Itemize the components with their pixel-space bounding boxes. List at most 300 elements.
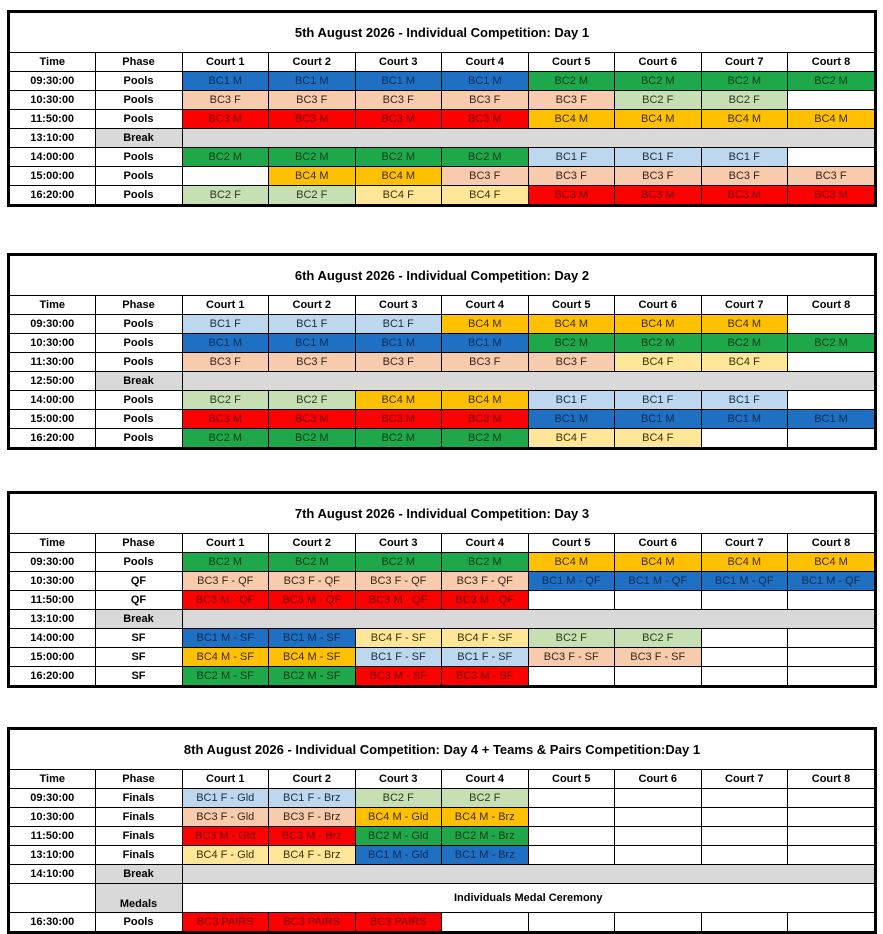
phase-cell: Pools [95, 167, 182, 186]
match-cell: BC3 M [442, 410, 529, 429]
schedule-row [10, 591, 874, 610]
time-cell: 10:30:00 [10, 572, 95, 591]
time-cell: 16:20:00 [10, 186, 95, 205]
match-cell: BC4 M [269, 167, 356, 186]
header-court-6: Court 6 [615, 53, 702, 72]
phase-cell: Pools [95, 913, 182, 932]
match-cell: BC1 M - QF [701, 572, 788, 591]
header-court-5: Court 5 [528, 770, 615, 789]
header-court-2: Court 2 [269, 534, 356, 553]
schedule-table [10, 296, 874, 447]
match-cell: BC2 M [701, 72, 788, 91]
match-cell: BC2 F [182, 186, 269, 205]
match-cell: BC2 M [269, 429, 356, 448]
header-court-4: Court 4 [442, 534, 529, 553]
match-cell: BC1 F - SF [442, 648, 529, 667]
schedule-row [10, 110, 874, 129]
match-cell: BC1 M [788, 410, 875, 429]
empty-cell [788, 591, 875, 610]
match-cell: BC4 F [701, 353, 788, 372]
match-cell: BC3 M [528, 186, 615, 205]
match-cell: BC2 M [269, 553, 356, 572]
empty-cell [182, 167, 269, 186]
match-cell: BC2 F [269, 186, 356, 205]
header-court-7: Court 7 [701, 296, 788, 315]
match-cell: BC1 M [615, 410, 702, 429]
phase-cell: QF [95, 591, 182, 610]
match-cell: BC2 M - Brz [442, 827, 529, 846]
schedule-row [10, 353, 874, 372]
empty-cell [615, 667, 702, 686]
empty-cell [788, 648, 875, 667]
match-cell: BC1 M - QF [788, 572, 875, 591]
match-cell: BC3 F [528, 353, 615, 372]
match-cell: BC3 M [788, 186, 875, 205]
phase-cell: Pools [95, 391, 182, 410]
match-cell: BC1 M [269, 334, 356, 353]
phase-cell: Finals [95, 789, 182, 808]
header-court-1: Court 1 [182, 534, 269, 553]
match-cell: BC1 M - SF [182, 629, 269, 648]
header-court-2: Court 2 [269, 53, 356, 72]
match-cell: BC4 F - Brz [269, 846, 356, 865]
match-cell: BC2 F [355, 789, 442, 808]
match-cell: BC4 F [355, 186, 442, 205]
empty-cell [615, 591, 702, 610]
match-cell: BC3 F [269, 91, 356, 110]
match-cell: BC3 F - QF [269, 572, 356, 591]
match-cell: BC3 M [355, 110, 442, 129]
match-cell: BC3 M [701, 186, 788, 205]
empty-cell [442, 913, 529, 932]
time-cell: 10:30:00 [10, 91, 95, 110]
match-cell: BC4 M [528, 110, 615, 129]
empty-cell [788, 846, 875, 865]
schedule-row [10, 667, 874, 686]
time-cell: 11:50:00 [10, 110, 95, 129]
match-cell: BC1 F [528, 391, 615, 410]
match-cell: BC3 F [442, 91, 529, 110]
header-court-8: Court 8 [788, 296, 875, 315]
match-cell: BC2 F [615, 629, 702, 648]
match-cell: BC2 M - SF [182, 667, 269, 686]
match-cell: BC3 F - Brz [269, 808, 356, 827]
header-court-4: Court 4 [442, 53, 529, 72]
time-cell: 14:00:00 [10, 391, 95, 410]
phase-cell: Finals [95, 827, 182, 846]
empty-cell [528, 846, 615, 865]
time-cell: 15:00:00 [10, 167, 95, 186]
empty-cell [788, 667, 875, 686]
schedule-row [10, 91, 874, 110]
header-court-1: Court 1 [182, 53, 269, 72]
match-cell: BC3 M [182, 410, 269, 429]
time-cell: 14:00:00 [10, 148, 95, 167]
match-cell: BC4 M - Gld [355, 808, 442, 827]
match-cell: BC3 M [442, 110, 529, 129]
header-court-4: Court 4 [442, 296, 529, 315]
header-phase: Phase [95, 53, 182, 72]
match-cell: BC2 F [269, 391, 356, 410]
schedule-row [10, 372, 874, 391]
match-cell: BC2 M [701, 334, 788, 353]
match-cell: BC3 M [269, 110, 356, 129]
match-cell: BC4 F - SF [355, 629, 442, 648]
time-cell: 14:10:00 [10, 865, 95, 884]
match-cell: BC3 F - Gld [182, 808, 269, 827]
time-cell [10, 884, 95, 913]
match-cell: BC4 F - Gld [182, 846, 269, 865]
time-cell: 13:10:00 [10, 129, 95, 148]
schedule-title: 6th August 2026 - Individual Competition: Day 2 [10, 256, 874, 296]
match-cell: BC1 M [182, 72, 269, 91]
empty-cell [615, 846, 702, 865]
header-court-7: Court 7 [701, 534, 788, 553]
match-cell: BC3 F [615, 167, 702, 186]
match-cell: BC3 PAIRS [269, 913, 356, 932]
match-cell: BC4 M [615, 110, 702, 129]
time-cell: 10:30:00 [10, 808, 95, 827]
schedule-day-3 [7, 491, 877, 688]
phase-cell: Pools [95, 148, 182, 167]
time-cell: 09:30:00 [10, 315, 95, 334]
empty-cell [788, 789, 875, 808]
match-cell: BC3 F - SF [528, 648, 615, 667]
phase-cell: Pools [95, 429, 182, 448]
match-cell: BC4 M [788, 110, 875, 129]
match-cell: BC2 M [528, 334, 615, 353]
time-cell: 09:30:00 [10, 72, 95, 91]
time-cell: 11:30:00 [10, 353, 95, 372]
header-court-2: Court 2 [269, 770, 356, 789]
time-cell: 16:30:00 [10, 913, 95, 932]
phase-cell: SF [95, 667, 182, 686]
schedule-row [10, 186, 874, 205]
break-bar [182, 610, 874, 629]
match-cell: BC4 M [788, 553, 875, 572]
time-cell: 10:30:00 [10, 334, 95, 353]
time-cell: 13:10:00 [10, 846, 95, 865]
empty-cell [701, 913, 788, 932]
header-court-1: Court 1 [182, 296, 269, 315]
empty-cell [701, 808, 788, 827]
match-cell: BC1 M - QF [528, 572, 615, 591]
time-cell: 13:10:00 [10, 610, 95, 629]
header-phase: Phase [95, 534, 182, 553]
schedule-row [10, 167, 874, 186]
break-label: Break [95, 129, 182, 148]
header-phase: Phase [95, 296, 182, 315]
schedule-row [10, 553, 874, 572]
empty-cell [788, 148, 875, 167]
empty-cell [701, 789, 788, 808]
match-cell: BC2 F [528, 629, 615, 648]
match-cell: BC3 F [788, 167, 875, 186]
match-cell: BC1 M [269, 72, 356, 91]
match-cell: BC2 M [788, 72, 875, 91]
schedule-table [10, 770, 874, 931]
empty-cell [701, 591, 788, 610]
empty-cell [788, 429, 875, 448]
match-cell: BC3 F [355, 353, 442, 372]
header-court-3: Court 3 [355, 53, 442, 72]
match-cell: BC4 M [355, 167, 442, 186]
match-cell: BC3 M - QF [269, 591, 356, 610]
phase-cell: Pools [95, 186, 182, 205]
match-cell: BC1 M [528, 410, 615, 429]
match-cell: BC3 F [355, 91, 442, 110]
match-cell: BC1 M [355, 72, 442, 91]
match-cell: BC3 M - SF [355, 667, 442, 686]
schedule-title: 8th August 2026 - Individual Competition: Day 4 + Teams & Pairs Competition:Day 1 [10, 730, 874, 770]
empty-cell [615, 789, 702, 808]
schedule-row [10, 315, 874, 334]
match-cell: BC2 F [701, 91, 788, 110]
match-cell: BC3 PAIRS [355, 913, 442, 932]
match-cell: BC1 F [528, 148, 615, 167]
schedule-row [10, 429, 874, 448]
break-bar [182, 372, 874, 391]
match-cell: BC4 F [615, 353, 702, 372]
schedule-row [10, 72, 874, 91]
match-cell: BC1 M [442, 334, 529, 353]
schedule-row [10, 808, 874, 827]
schedule-table [10, 53, 874, 204]
match-cell: BC1 F [355, 315, 442, 334]
header-court-8: Court 8 [788, 53, 875, 72]
header-court-3: Court 3 [355, 770, 442, 789]
header-phase: Phase [95, 770, 182, 789]
header-court-4: Court 4 [442, 770, 529, 789]
header-court-6: Court 6 [615, 534, 702, 553]
match-cell: BC4 M [528, 315, 615, 334]
match-cell: BC2 M [788, 334, 875, 353]
empty-cell [701, 429, 788, 448]
match-cell: BC2 M [355, 553, 442, 572]
match-cell: BC3 M - SF [442, 667, 529, 686]
header-court-6: Court 6 [615, 770, 702, 789]
schedule-day-4 [7, 727, 877, 934]
header-court-1: Court 1 [182, 770, 269, 789]
match-cell: BC2 M [528, 72, 615, 91]
schedule-row [10, 884, 874, 913]
match-cell: BC2 M [355, 148, 442, 167]
phase-cell: Finals [95, 846, 182, 865]
empty-cell [528, 591, 615, 610]
schedule-day-1 [7, 10, 877, 207]
header-row [10, 296, 874, 315]
match-cell: BC3 M [615, 186, 702, 205]
match-cell: BC1 F [701, 391, 788, 410]
match-cell: BC4 M [615, 315, 702, 334]
empty-cell [528, 789, 615, 808]
match-cell: BC4 M - SF [182, 648, 269, 667]
match-cell: BC2 M [615, 72, 702, 91]
time-cell: 11:50:00 [10, 591, 95, 610]
schedule-title: 5th August 2026 - Individual Competition: Day 1 [10, 13, 874, 53]
match-cell: BC1 F [182, 315, 269, 334]
match-cell: BC2 M [442, 148, 529, 167]
match-cell: BC3 F [442, 167, 529, 186]
match-cell: BC2 F [182, 391, 269, 410]
header-court-3: Court 3 [355, 534, 442, 553]
match-cell: BC3 F - QF [355, 572, 442, 591]
match-cell: BC3 F [269, 353, 356, 372]
match-cell: BC3 PAIRS [182, 913, 269, 932]
empty-cell [615, 827, 702, 846]
schedule-row [10, 334, 874, 353]
match-cell: BC1 F - Brz [269, 789, 356, 808]
phase-cell: QF [95, 572, 182, 591]
medal-ceremony-text: Individuals Medal Ceremony [182, 884, 874, 913]
schedule-table [10, 534, 874, 685]
match-cell: BC3 F [182, 353, 269, 372]
match-cell: BC3 M - QF [182, 591, 269, 610]
match-cell: BC3 M - QF [442, 591, 529, 610]
header-court-3: Court 3 [355, 296, 442, 315]
time-cell: 15:00:00 [10, 648, 95, 667]
phase-cell: Pools [95, 72, 182, 91]
time-cell: 16:20:00 [10, 667, 95, 686]
phase-cell: SF [95, 629, 182, 648]
empty-cell [788, 827, 875, 846]
match-cell: BC4 M [701, 315, 788, 334]
time-cell: 12:50:00 [10, 372, 95, 391]
empty-cell [701, 827, 788, 846]
match-cell: BC2 M [269, 148, 356, 167]
empty-cell [701, 648, 788, 667]
empty-cell [788, 913, 875, 932]
empty-cell [788, 391, 875, 410]
schedule-row [10, 129, 874, 148]
match-cell: BC2 M [442, 553, 529, 572]
match-cell: BC2 F [615, 91, 702, 110]
header-court-8: Court 8 [788, 534, 875, 553]
empty-cell [528, 808, 615, 827]
header-court-2: Court 2 [269, 296, 356, 315]
time-cell: 09:30:00 [10, 789, 95, 808]
header-row [10, 534, 874, 553]
empty-cell [615, 913, 702, 932]
match-cell: BC2 M - Gld [355, 827, 442, 846]
schedule-row [10, 648, 874, 667]
match-cell: BC2 M [182, 148, 269, 167]
match-cell: BC2 F [442, 789, 529, 808]
empty-cell [788, 353, 875, 372]
schedule-row [10, 148, 874, 167]
match-cell: BC1 M [355, 334, 442, 353]
match-cell: BC1 F - SF [355, 648, 442, 667]
phase-cell: Pools [95, 110, 182, 129]
match-cell: BC4 M [615, 553, 702, 572]
schedule-row [10, 572, 874, 591]
header-row [10, 770, 874, 789]
header-court-5: Court 5 [528, 53, 615, 72]
time-cell: 14:00:00 [10, 629, 95, 648]
match-cell: BC1 F [615, 391, 702, 410]
match-cell: BC2 M [442, 429, 529, 448]
match-cell: BC1 F [269, 315, 356, 334]
schedule-row [10, 391, 874, 410]
header-court-7: Court 7 [701, 770, 788, 789]
time-cell: 16:20:00 [10, 429, 95, 448]
schedule-row [10, 846, 874, 865]
match-cell: BC3 M [355, 410, 442, 429]
match-cell: BC3 F - QF [442, 572, 529, 591]
header-court-5: Court 5 [528, 534, 615, 553]
phase-cell: Finals [95, 808, 182, 827]
match-cell: BC4 M [442, 391, 529, 410]
empty-cell [528, 913, 615, 932]
match-cell: BC3 F [701, 167, 788, 186]
phase-cell: Pools [95, 410, 182, 429]
empty-cell [701, 667, 788, 686]
break-label: Break [95, 372, 182, 391]
match-cell: BC3 F - SF [615, 648, 702, 667]
header-court-5: Court 5 [528, 296, 615, 315]
match-cell: BC3 M - Gld [182, 827, 269, 846]
match-cell: BC1 F - Gld [182, 789, 269, 808]
time-cell: 09:30:00 [10, 553, 95, 572]
schedule-row [10, 629, 874, 648]
match-cell: BC1 M [182, 334, 269, 353]
schedule-row [10, 789, 874, 808]
match-cell: BC1 M - SF [269, 629, 356, 648]
schedule-row [10, 865, 874, 884]
match-cell: BC1 F [701, 148, 788, 167]
match-cell: BC3 F [442, 353, 529, 372]
header-court-6: Court 6 [615, 296, 702, 315]
time-cell: 15:00:00 [10, 410, 95, 429]
break-bar [182, 865, 874, 884]
break-bar [182, 129, 874, 148]
empty-cell [615, 808, 702, 827]
schedule-title: 7th August 2026 - Individual Competition: Day 3 [10, 494, 874, 534]
match-cell: BC2 M [615, 334, 702, 353]
match-cell: BC2 M - SF [269, 667, 356, 686]
match-cell: BC4 M - SF [269, 648, 356, 667]
header-court-7: Court 7 [701, 53, 788, 72]
match-cell: BC4 F [528, 429, 615, 448]
schedule-row [10, 913, 874, 932]
header-row [10, 53, 874, 72]
match-cell: BC3 F [528, 91, 615, 110]
break-label: Break [95, 865, 182, 884]
phase-cell: Pools [95, 334, 182, 353]
match-cell: BC3 F [182, 91, 269, 110]
match-cell: BC3 M [269, 410, 356, 429]
empty-cell [788, 91, 875, 110]
match-cell: BC4 M [355, 391, 442, 410]
phase-cell: Pools [95, 553, 182, 572]
match-cell: BC4 F - SF [442, 629, 529, 648]
header-time: Time [10, 53, 95, 72]
break-label: Break [95, 610, 182, 629]
match-cell: BC4 F [442, 186, 529, 205]
phase-cell: SF [95, 648, 182, 667]
match-cell: BC1 F [615, 148, 702, 167]
header-time: Time [10, 296, 95, 315]
match-cell: BC1 M [442, 72, 529, 91]
phase-cell: Pools [95, 91, 182, 110]
match-cell: BC1 M - Gld [355, 846, 442, 865]
match-cell: BC1 M - QF [615, 572, 702, 591]
match-cell: BC4 M [701, 553, 788, 572]
header-time: Time [10, 534, 95, 553]
match-cell: BC4 M [701, 110, 788, 129]
empty-cell [788, 315, 875, 334]
schedule-row [10, 410, 874, 429]
